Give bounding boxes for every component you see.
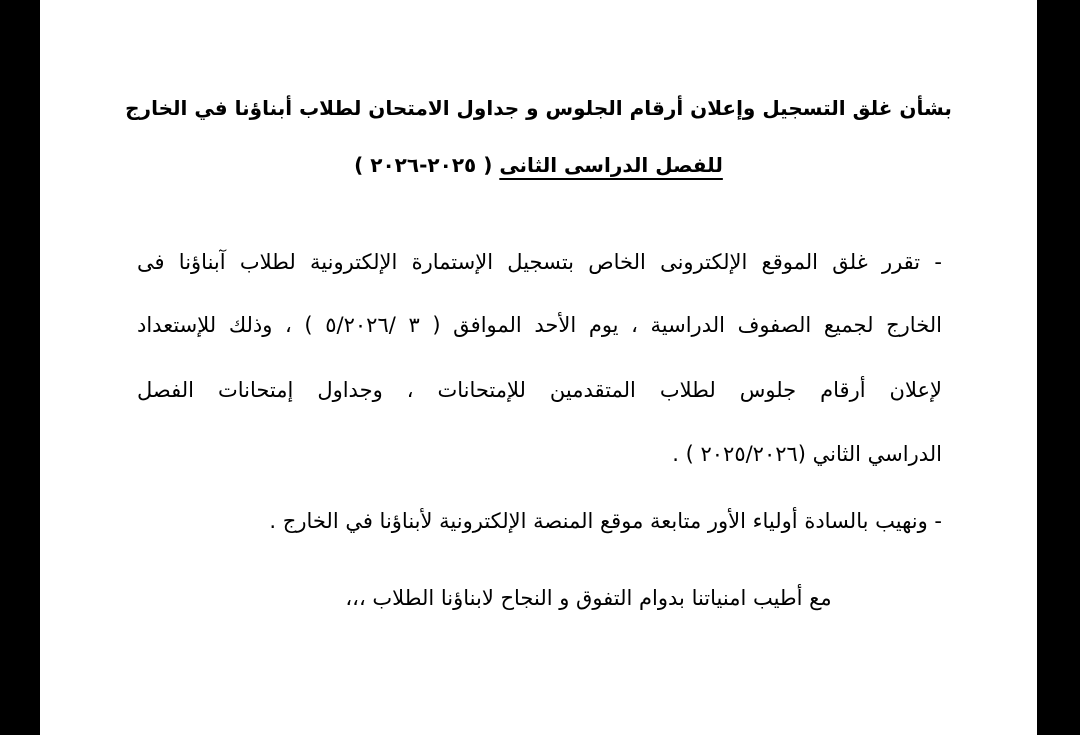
closing-line: مع أطيب امنياتنا بدوام التفوق و النجاح لابناؤنا الطلاب ،،، bbox=[345, 586, 832, 610]
document-subtitle bbox=[40, 150, 1037, 180]
paragraph-2: - ونهيب بالسادة أولياء الأور متابعة موقع المنصة الإلكترونية لأبناؤنا في الخارج . bbox=[269, 509, 942, 533]
document-title: بشأن غلق التسجيل وإعلان أرقام الجلوس و جداول الامتحان لطلاب أبناؤنا في الخارج bbox=[125, 96, 952, 120]
paragraph-1-line-4: الدراسي الثاني (٢٠٢٥/٢٠٢٦ ) . bbox=[672, 442, 942, 466]
paragraph-1-line-1: - تقرر غلق الموقع الإلكترونى الخاص بتسجيل الإستمارة الإلكترونية لطلاب آبناؤنا فى bbox=[137, 250, 942, 274]
semester-label: للفصل الدراسى الثانى bbox=[499, 153, 723, 177]
document-page bbox=[40, 0, 1037, 735]
paragraph-1-line-3: لإعلان أرقام جلوس لطلاب المتقدمين للإمتحانات ، وجداول إمتحانات الفصل bbox=[137, 378, 942, 402]
paragraph-1-line-2: الخارج لجميع الصفوف الدراسية ، يوم الأحد الموافق ( ٣ /٥/٢٠٢٦ ) ، وذلك للإستعداد bbox=[137, 313, 942, 337]
academic-year: ( ٢٠٢٥-٢٠٢٦ ) bbox=[354, 153, 493, 177]
